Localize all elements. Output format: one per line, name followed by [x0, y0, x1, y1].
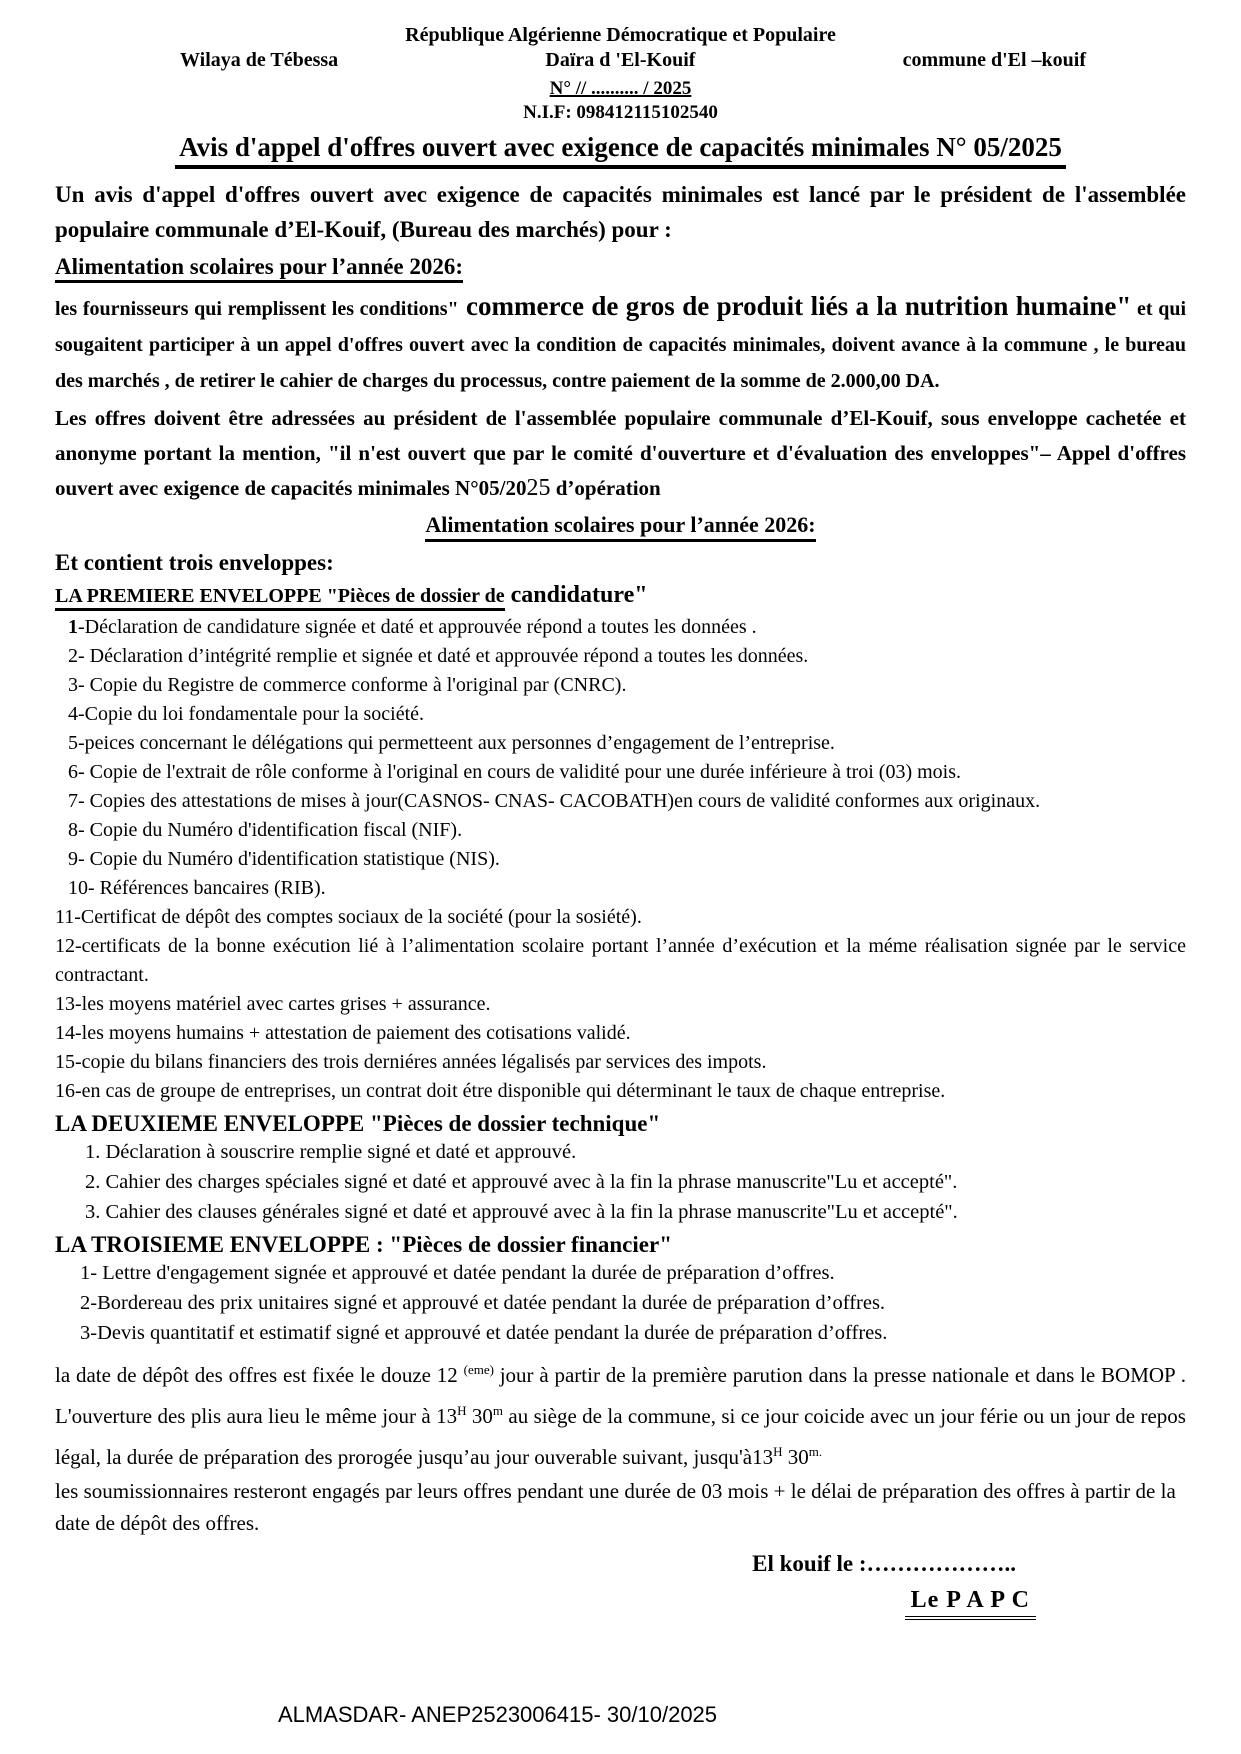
list-item: 15-copie du bilans financiers des trois derniéres années légalisés par services des impots.: [55, 1051, 767, 1073]
list-item: 9- Copie du Numéro d'identification statistique (NIS).: [68, 848, 500, 870]
validity-paragraph: les soumissionnaires resteront engagés par leurs offres pendant une durée de 03 mois + le délai de préparation des offres à partir de la date de dépôt des offres.: [55, 1479, 1176, 1535]
list-item: 11-Certificat de dépôt des comptes sociaux de la société (pour la sosiété).: [55, 906, 642, 928]
publication-footer: ALMASDAR- ANEP2523006415- 30/10/2025: [277, 1702, 718, 1727]
intro-paragraph: Un avis d'appel d'offres ouvert avec exigence de capacités minimales est lancé par le président de l'assemblée populaire communale d’El-Kouif, (Bureau des marchés) pour :: [55, 182, 1186, 242]
object-heading-centered-text: Alimentation scolaires pour l’année 2026:: [425, 512, 815, 542]
second-envelope-heading: LA DEUXIEME ENVELOPPE "Pièces de dossier technique": [55, 1111, 661, 1136]
envelopes-intro: Et contient trois enveloppes:: [55, 550, 334, 575]
conditions-paragraph: [55, 288, 1186, 399]
deadline-text: la date de dépôt des offres est fixée le douze 12: [55, 1363, 464, 1387]
list-item: 1- Lettre d'engagement signée et approuvé et datée pendant la durée de préparation d’offres.: [80, 1262, 835, 1284]
object-heading-text: Alimentation scolaires pour l’année 2026:: [55, 254, 463, 283]
second-envelope-list: [55, 1137, 1186, 1227]
ordinal-superscript: (eme): [463, 1362, 494, 1377]
administrative-line: [55, 49, 1186, 72]
list-item: 6- Copie de l'extrait de rôle conforme à l'original en cours de validité pour une durée inférieure à troi (03) mois.: [68, 761, 961, 783]
deadline-paragraph: [55, 1352, 1186, 1475]
list-item: 16-en cas de groupe de entreprises, un contrat doit étre disponible qui déterminant le taux de chaque entreprise.: [55, 1080, 946, 1102]
list-item: 5-peices concernant le délégations qui permetteent aux personnes d’engagement de l’entreprise.: [68, 732, 835, 754]
daira-label: Daïra d 'El-Kouif: [545, 49, 696, 71]
object-heading-centered: [55, 512, 1186, 542]
first-envelope-heading-big: candidature": [504, 582, 648, 608]
hour-superscript: H: [457, 1403, 467, 1418]
list-item: 12-certificats de la bonne exécution lié à l’alimentation scolaire portant l’année d’exécution et la méme réalisation signée par le service contractant.: [55, 935, 1186, 986]
reference-number: N° // .......... / 2025: [549, 78, 692, 99]
commune-label: commune d'El –kouif: [902, 49, 1086, 71]
offers-text-bold: Les offres doivent être adressées au président de l'assemblée populaire communale d’El-Kouif, sous enveloppe cachetée et anonyme portant la mention, "il n'est ouvert que par le comité d'ouverture et d'évaluation des enveloppes"– Appel d'offres ouvert avec exigence de capacités minimales N°05/20: [55, 406, 1186, 500]
list-item: 2- Déclaration d’intégrité remplie et signée et daté et approuvée répond a toutes les données.: [68, 645, 809, 667]
first-envelope-list: [55, 613, 1186, 1106]
list-item: [55, 613, 1186, 642]
conditions-text-small-2: et qui sougaitent participer à un appel d'offres ouvert avec la condition de capacités minimales, doivent avance à la commune , le bureau des marchés , de retirer le cahier de charges du processus, contre paiement de la somme de 2.000,00 DA.: [55, 298, 1186, 392]
list-item: 2-Bordereau des prix unitaires signé et approuvé et datée pendant la durée de préparation d’offres.: [80, 1292, 886, 1314]
list-item: 1. Déclaration à souscrire remplie signé et daté et approuvé.: [85, 1141, 577, 1163]
nif-line: N.I.F: 098412115102540: [523, 102, 718, 123]
signature-papc-line: [55, 1587, 1186, 1620]
deadline-text: 30: [466, 1404, 493, 1428]
list-item: 2. Cahier des charges spéciales signé et daté et approuvé avec à la fin la phrase manuscrite"Lu et accepté".: [85, 1171, 958, 1193]
list-item: 3- Copie du Registre de commerce conforme à l'original par (CNRC).: [68, 674, 627, 696]
deadline-text: 30: [782, 1445, 809, 1469]
list-item: 8- Copie du Numéro d'identification fiscal (NIF).: [68, 819, 463, 841]
list-item: 10- Références bancaires (RIB).: [68, 877, 326, 899]
list-item: 4-Copie du loi fondamentale pour la société.: [68, 703, 425, 725]
minute-superscript: m: [492, 1403, 504, 1418]
activity-name-text: commerce de gros de produit liés a la nutrition humaine": [458, 291, 1132, 321]
list-item-number: 1: [68, 616, 78, 638]
list-item: 3-Devis quantitatif et estimatif signé et approuvé et datée pendant la durée de préparation d’offres.: [80, 1322, 888, 1344]
object-heading: [55, 249, 1186, 284]
offers-text-light: 25: [526, 475, 551, 501]
document-title-line: [55, 132, 1186, 169]
document-title: Avis d'appel d'offres ouvert avec exigence de capacités minimales N° 05/2025: [175, 132, 1066, 169]
republic-heading: République Algérienne Démocratique et Populaire: [405, 24, 836, 46]
signature-papc: Le P A P C: [905, 1587, 1036, 1620]
deadline-text: jour à partir de la première parution dans la presse nationale et dans le BOMOP . L'ouverture des plis aura lieu le même jour à 13: [55, 1363, 1186, 1428]
third-envelope-list: [55, 1258, 1186, 1348]
hour-superscript: H: [773, 1444, 783, 1459]
list-item-text: -Déclaration de candidature signée et daté et approuvée répond a toutes les données .: [78, 616, 757, 638]
offers-text-tail: d’opération: [550, 476, 661, 500]
conditions-text-small-1: les fournisseurs qui remplissent les conditions": [55, 298, 459, 320]
reference-number-line: [55, 78, 1186, 100]
minute-superscript: m.: [808, 1444, 823, 1459]
wilaya-label: Wilaya de Tébessa: [180, 49, 339, 71]
first-envelope-heading-underlined: LA PREMIERE ENVELOPPE "Pièces de dossier de: [55, 585, 505, 611]
third-envelope-heading: LA TROISIEME ENVELOPPE : "Pièces de dossier financier": [55, 1232, 672, 1257]
list-item: 7- Copies des attestations de mises à jour(CASNOS- CNAS- CACOBATH)en cours de validité conformes aux originaux.: [68, 790, 1041, 812]
list-item: 13-les moyens matériel avec cartes grises + assurance.: [55, 993, 491, 1015]
signature-date-line: El kouif le :………………..: [752, 1551, 1016, 1576]
list-item: 3. Cahier des clauses générales signé et daté et approuvé avec à la fin la phrase manuscrite"Lu et accepté".: [85, 1201, 958, 1223]
first-envelope-heading: [55, 582, 1186, 609]
deadline-text: au siège de la commune, si ce jour coicide avec un jour férie ou un jour de repos légal, la durée de préparation des prorogée jusqu’au jour ouverable suivant, jusqu'à13: [55, 1404, 1186, 1469]
list-item: 14-les moyens humains + attestation de paiement des cotisations validé.: [55, 1022, 631, 1044]
offers-paragraph: [55, 401, 1186, 506]
